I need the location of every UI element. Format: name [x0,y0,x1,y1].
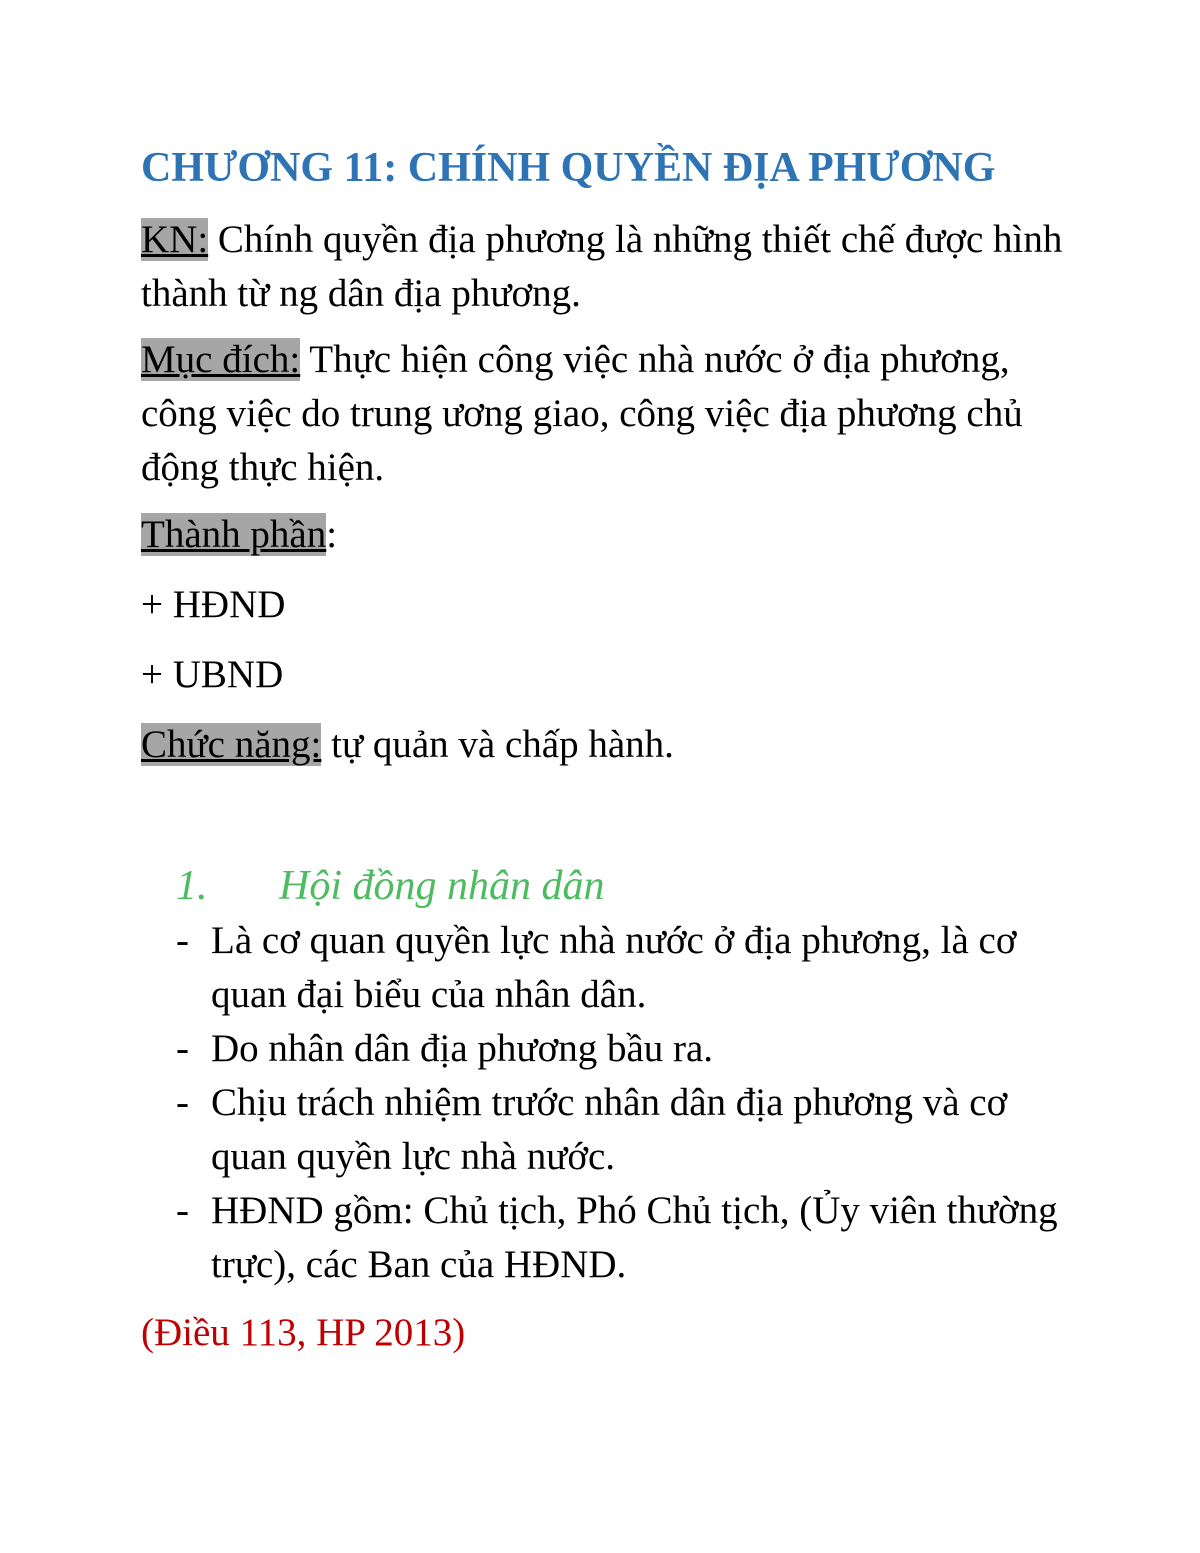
dash-marker: - [176,1081,189,1124]
purpose-label: Mục đích: [141,338,301,381]
dash-marker: - [176,919,189,962]
purpose-text: Thực hiện công việc nhà nước ở địa phương, công việc do trung ương giao, công việc địa phương chủ động thực hiện. [141,338,1023,489]
function-text: tự quản và chấp hành. [321,723,674,766]
purpose-paragraph [141,333,1071,495]
section-bullet-list [176,914,1076,1292]
components-paragraph [141,508,1071,562]
components-label: Thành phần [141,513,327,556]
definition-text: Chính quyền địa phương là những thiết chế được hình thành từ ng dân địa phương. [141,218,1063,315]
definition-label: KN: [141,218,209,261]
list-item [176,1184,1076,1292]
function-paragraph [141,718,1071,772]
list-item-text: Là cơ quan quyền lực nhà nước ở địa phương, là cơ quan đại biểu của nhân dân. [211,919,1017,1016]
dash-marker: - [176,1027,189,1070]
list-item [176,914,1076,1022]
section-number: 1. [176,863,208,909]
legal-citation: (Điều 113, HP 2013) [141,1311,466,1354]
section-heading [176,856,605,916]
function-label: Chức năng: [141,723,322,766]
list-item-text: HĐND gồm: Chủ tịch, Phó Chủ tịch, (Ủy viên thường trực), các Ban của HĐND. [211,1189,1058,1286]
section-title: Hội đồng nhân dân [279,863,605,909]
list-item [176,1076,1076,1184]
component-item-ubnd: + UBND [141,653,284,696]
dash-marker: - [176,1189,189,1232]
list-item-text: Chịu trách nhiệm trước nhân dân địa phương và cơ quan quyền lực nhà nước. [211,1081,1008,1178]
definition-paragraph [141,213,1071,321]
components-suffix: : [326,513,338,556]
component-item-hdnd: + HĐND [141,583,286,626]
chapter-heading: CHƯƠNG 11: CHÍNH QUYỀN ĐỊA PHƯƠNG [141,145,996,191]
list-item [176,1022,1076,1076]
list-item-text: Do nhân dân địa phương bầu ra. [211,1027,714,1070]
